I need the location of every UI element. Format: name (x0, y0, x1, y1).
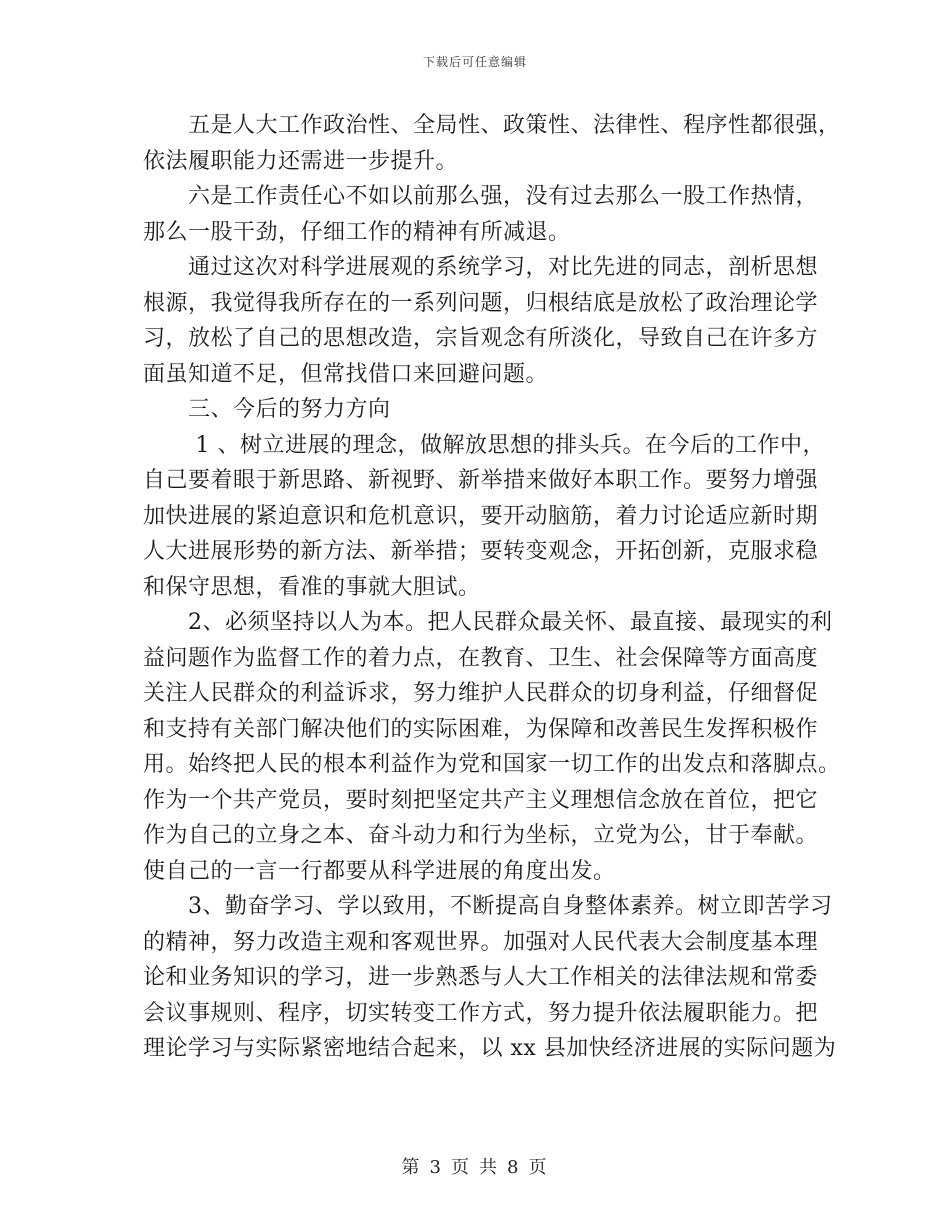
text-line: 习，放松了自己的思想改造，宗旨观念有所淡化，导致自己在许多方 (143, 326, 819, 351)
page-footer (0, 1153, 950, 1179)
text-line: 会议事规则、程序，切实转变工作方式，努力提升依法履职能力。把 (143, 1000, 819, 1026)
paragraph-item-2 (143, 605, 841, 889)
page-number-total: 8 (507, 1157, 521, 1178)
text-line: 2、必须坚持以人为本。把人民群众最关怀、最直接、最现实的利 (143, 610, 833, 635)
text-line: 关注人民群众的利益诉求，努力维护人民群众的切身利益，仔细督促 (143, 681, 819, 706)
section-heading (143, 392, 815, 428)
text-line: 用。始终把人民的根本利益作为党和国家一切工作的出发点和落脚点。 (143, 752, 841, 777)
text-line: 自己要着眼于新思路、新视野、新举措来做好本职工作。要努力增强 (143, 468, 819, 493)
text-line: 作为自己的立身之本、奋斗动力和行为坐标，立党为公，甘于奉献。 (143, 823, 819, 848)
text-line: 益问题作为监督工作的着力点，在教育、卫生、社会保障等方面高度 (143, 645, 819, 671)
page-number-current: 3 (429, 1157, 443, 1178)
text-line: 五是人大工作政治性、全局性、政策性、法律性、程序性都很强， (143, 113, 841, 138)
page-header: 下载后可任意编辑 (422, 55, 527, 69)
text-line: 面虽知道不足，但常找借口来回避问题。 (143, 361, 549, 387)
paragraph-study (143, 250, 819, 392)
text-line: 论和业务知识的学习，进一步熟悉与人大工作相关的法律法规和常委 (143, 965, 819, 990)
text-line: 那么一股干劲，仔细工作的精神有所减退。 (143, 219, 571, 245)
paragraph-6 (143, 179, 819, 250)
footer-suffix: 页 (528, 1157, 549, 1178)
text-line: 和保守思想，看准的事就大胆试。 (143, 574, 481, 600)
text-line: 理论学习与实际紧密地结合起来，以 xx 县加快经济进展的实际问题为 (143, 1036, 837, 1061)
text-line: 使自己的一言一行都要从科学进展的角度出发。 (143, 858, 616, 884)
text-line: 的精神，努力改造主观和客观世界。加强对人民代表大会制度基本理 (143, 929, 819, 955)
paragraph-5 (143, 108, 841, 179)
footer-total-word: 共 (479, 1157, 499, 1178)
text-line: 人大进展形势的新方法、新举措；要转变观念，开拓创新，克服求稳 (143, 539, 819, 564)
text-line: 和支持有关部门解决他们的实际困难，为保障和改善民生发挥积极作 (143, 716, 819, 742)
paragraph-item-1 (143, 428, 825, 606)
document-body (143, 108, 841, 1067)
text-line: 六是工作责任心不如以前那么强，没有过去那么一股工作热情， (143, 184, 819, 209)
text-line: 加快进展的紧迫意识和危机意识，要开动脑筋，着力讨论适应新时期 (143, 503, 819, 529)
text-line: 依法履职能力还需进一步提升。 (143, 148, 459, 174)
text-line: 作为一个共产党员，要时刻把坚定共产主义理想信念放在首位，把它 (143, 787, 819, 813)
text-line: 三、今后的努力方向 (143, 397, 391, 422)
text-line: 3、勤奋学习、学以致用，不断提高自身整体素养。树立即苦学习 (143, 894, 833, 919)
footer-prefix: 第 (401, 1157, 422, 1178)
paragraph-item-3 (143, 889, 837, 1067)
text-line: 1 、树立进展的理念，做解放思想的排头兵。在今后的工作中， (143, 432, 825, 458)
text-line: 根源，我觉得我所存在的一系列问题，归根结底是放松了政治理论学 (143, 290, 819, 316)
footer-page-word: 页 (451, 1157, 471, 1178)
text-line: 通过这次对科学进展观的系统学习，对比先进的同志，剖析思想 (143, 255, 819, 280)
